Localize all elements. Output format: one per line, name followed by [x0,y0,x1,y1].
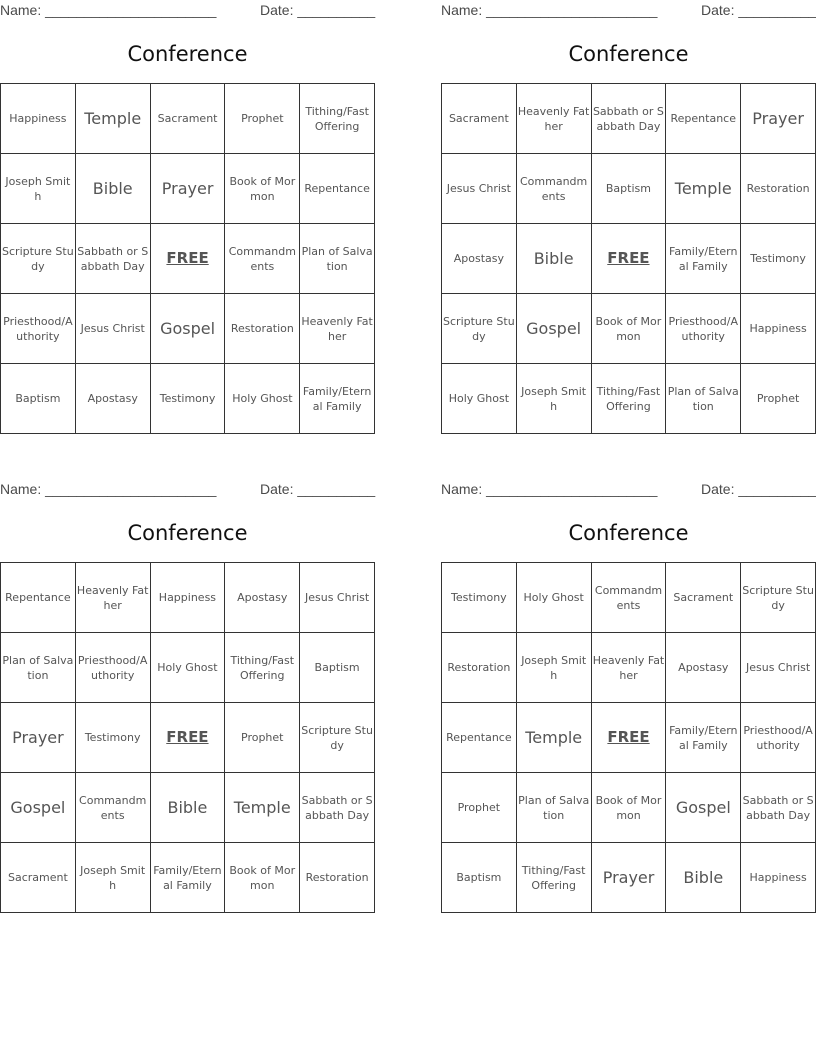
card-title: Conference [568,42,689,66]
bingo-cell: Happiness [1,84,76,154]
bingo-cell: Repentance [300,154,375,224]
card-title: Conference [568,521,689,545]
grid-row [1,703,375,773]
bingo-cell: Sabbath or Sabbath Day [300,773,375,843]
grid-row [1,843,375,913]
bingo-cell: Priesthood/Authority [666,294,741,364]
grid-row [442,703,816,773]
bingo-cell: Prayer [591,843,666,913]
bingo-cell: Temple [225,773,300,843]
bingo-cell: Testimony [442,563,517,633]
card-header [441,479,816,501]
grid-row [1,563,375,633]
bingo-cell: Joseph Smith [516,633,591,703]
grid-row [1,224,375,294]
bingo-cell: Book of Mormon [225,843,300,913]
bingo-cell: Commandments [591,563,666,633]
grid-row [1,773,375,843]
bingo-cell: Prayer [741,84,816,154]
bingo-cell: Sacrament [666,563,741,633]
bingo-cell: Family/Eternal Family [666,224,741,294]
date-line: Date: __________ [701,481,816,497]
bingo-cell: Apostasy [666,633,741,703]
bingo-cell: Priesthood/Authority [741,703,816,773]
bingo-cell: Testimony [741,224,816,294]
name-line: Name: ______________________ [441,2,658,18]
free-space: FREE [150,224,225,294]
grid-row [442,633,816,703]
bingo-cell: Happiness [150,563,225,633]
date-line: Date: __________ [260,2,376,18]
bingo-cell: Scripture Study [1,224,76,294]
grid-row [442,294,816,364]
bingo-cell: Repentance [442,703,517,773]
bingo-cell: Book of Mormon [591,773,666,843]
bingo-cell: Gospel [666,773,741,843]
card-header [0,479,375,501]
bingo-cell: Apostasy [75,364,150,434]
bingo-cell: Restoration [225,294,300,364]
bingo-cell: Gospel [516,294,591,364]
bingo-cell: Book of Mormon [225,154,300,224]
bingo-cell: Prophet [225,84,300,154]
bingo-cell: Testimony [150,364,225,434]
name-line: Name: ______________________ [0,481,217,497]
bingo-cell: Prayer [150,154,225,224]
grid-row [442,773,816,843]
bingo-cell: Heavenly Father [75,563,150,633]
bingo-cell: Jesus Christ [741,633,816,703]
bingo-cell: Temple [516,703,591,773]
bingo-cell: Tithing/Fast Offering [300,84,375,154]
grid-row [442,84,816,154]
bingo-cell: Temple [666,154,741,224]
bingo-cell: Plan of Salvation [1,633,76,703]
bingo-cell: Prophet [741,364,816,434]
bingo-cell: Heavenly Father [300,294,375,364]
grid-row [442,154,816,224]
bingo-cell: Testimony [75,703,150,773]
bingo-grid [441,83,816,434]
bingo-cell: Apostasy [442,224,517,294]
bingo-cell: Book of Mormon [591,294,666,364]
bingo-cell: Sacrament [150,84,225,154]
bingo-cell: Joseph Smith [75,843,150,913]
free-space: FREE [150,703,225,773]
grid-row [1,84,375,154]
bingo-cell: Holy Ghost [516,563,591,633]
grid-row [1,294,375,364]
bingo-cell: Jesus Christ [442,154,517,224]
bingo-cell: Heavenly Father [591,633,666,703]
card-title: Conference [127,42,248,66]
bingo-cell: Baptism [442,843,517,913]
bingo-cell: Joseph Smith [1,154,76,224]
bingo-cell: Apostasy [225,563,300,633]
grid-row [442,563,816,633]
bingo-cell: Holy Ghost [442,364,517,434]
bingo-cell: Repentance [1,563,76,633]
bingo-cell: Tithing/Fast Offering [591,364,666,434]
grid-row [442,224,816,294]
bingo-cell: Repentance [666,84,741,154]
bingo-cell: Prophet [225,703,300,773]
bingo-cell: Baptism [591,154,666,224]
date-line: Date: __________ [701,2,816,18]
grid-row [1,633,375,703]
bingo-grid [0,562,375,913]
bingo-cell: Scripture Study [741,563,816,633]
bingo-cell: Commandments [516,154,591,224]
bingo-cell: Bible [150,773,225,843]
grid-row [1,154,375,224]
bingo-cell: Holy Ghost [225,364,300,434]
bingo-cell: Sacrament [1,843,76,913]
free-space: FREE [591,703,666,773]
bingo-cell: Restoration [300,843,375,913]
bingo-cell: Priesthood/Authority [1,294,76,364]
bingo-cell: Plan of Salvation [516,773,591,843]
bingo-cell: Tithing/Fast Offering [225,633,300,703]
bingo-cell: Sabbath or Sabbath Day [591,84,666,154]
bingo-cell: Bible [516,224,591,294]
bingo-grid [441,562,816,913]
date-line: Date: __________ [260,481,376,497]
bingo-cell: Restoration [442,633,517,703]
bingo-cell: Gospel [1,773,76,843]
bingo-cell: Heavenly Father [516,84,591,154]
bingo-cell: Happiness [741,843,816,913]
bingo-cell: Sabbath or Sabbath Day [75,224,150,294]
grid-row [1,364,375,434]
bingo-cell: Priesthood/Authority [75,633,150,703]
bingo-cell: Family/Eternal Family [300,364,375,434]
bingo-cell: Tithing/Fast Offering [516,843,591,913]
bingo-cell: Holy Ghost [150,633,225,703]
bingo-cell: Temple [75,84,150,154]
bingo-cell: Sabbath or Sabbath Day [741,773,816,843]
bingo-cell: Sacrament [442,84,517,154]
bingo-cell: Commandments [225,224,300,294]
bingo-cell: Bible [75,154,150,224]
bingo-cell: Bible [666,843,741,913]
bingo-cell: Joseph Smith [516,364,591,434]
card-header [441,0,816,22]
bingo-cell: Jesus Christ [75,294,150,364]
name-line: Name: ______________________ [0,2,217,18]
bingo-cell: Gospel [150,294,225,364]
bingo-cell: Scripture Study [442,294,517,364]
bingo-cell: Commandments [75,773,150,843]
name-line: Name: ______________________ [441,481,658,497]
bingo-cell: Jesus Christ [300,563,375,633]
bingo-cell: Family/Eternal Family [150,843,225,913]
free-space: FREE [591,224,666,294]
card-header [0,0,375,22]
bingo-cell: Restoration [741,154,816,224]
grid-row [442,843,816,913]
bingo-cell: Plan of Salvation [300,224,375,294]
bingo-grid [0,83,375,434]
bingo-cell: Happiness [741,294,816,364]
bingo-cell: Plan of Salvation [666,364,741,434]
bingo-cell: Scripture Study [300,703,375,773]
card-title: Conference [127,521,248,545]
bingo-cell: Baptism [1,364,76,434]
bingo-cell: Baptism [300,633,375,703]
bingo-cell: Prayer [1,703,76,773]
bingo-cell: Family/Eternal Family [666,703,741,773]
grid-row [442,364,816,434]
bingo-cell: Prophet [442,773,517,843]
